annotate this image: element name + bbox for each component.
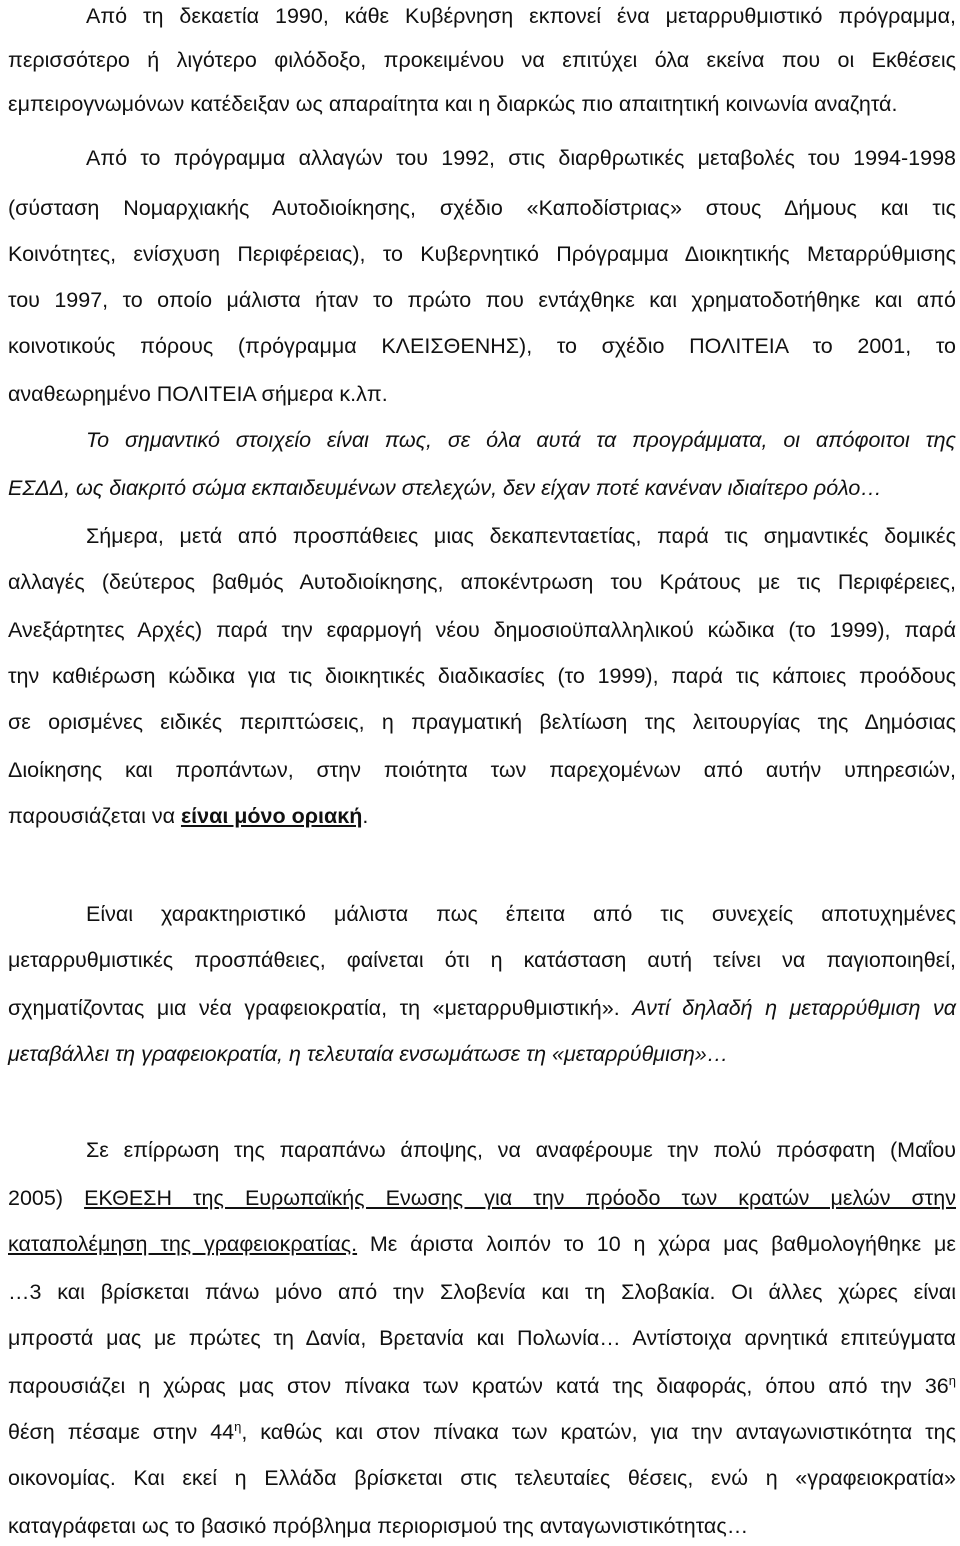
ordinal-sup-44: η bbox=[234, 1418, 242, 1434]
p2-line-1: Από το πρόγραμμα αλλαγών του 1992, στις διαρθρωτικές μεταβολές του 1994-1998 bbox=[86, 146, 956, 170]
p3-line-2: ΕΣΔΔ, ως διακριτό σώμα εκπαιδευμένων στελεχών, δεν είχαν ποτέ κανέναν ιδιαίτερο ρόλο… bbox=[8, 476, 882, 500]
eu-report-link[interactable]: ΕΚΘΕΣΗ της Ευρωπαϊκής Ενωσης για την πρόοδο των κρατών μελών στην bbox=[84, 1186, 956, 1210]
p5-line-4: μεταβάλλει τη γραφειοκρατία, η τελευταία ενσωμάτωσε τη «μεταρρύθμιση»… bbox=[8, 1042, 729, 1066]
p5-l3-plain: σχηματίζοντας μια νέα γραφειοκρατία, τη «μεταρρυθμιστική». bbox=[8, 996, 633, 1020]
p6-l3-plain: Με άριστα λοιπόν το 10 η χώρα μας βαθμολογήθηκε με bbox=[357, 1232, 956, 1256]
p4-last-prefix: παρουσιάζεται να bbox=[8, 804, 181, 828]
p2-line-4: του 1997, το οποίο μάλιστα ήταν το πρώτο που εντάχθηκε και χρηματοδοτήθηκε και από bbox=[8, 288, 956, 312]
p1-line-2: περισσότερο ή λιγότερο φιλόδοξο, προκειμένου να επιτύχει όλα εκείνα που οι Εκθέσεις bbox=[8, 48, 956, 72]
emphasis-only-marginal: είναι μόνο οριακή bbox=[180, 804, 363, 828]
p6-line-2 bbox=[8, 1182, 956, 1214]
p6-l6-text: παρουσιάζει η χώρας μας στον πίνακα των κρατών κατά της διαφοράς, όπου από την 36 bbox=[8, 1374, 949, 1398]
p6-l2-plain: 2005) bbox=[8, 1186, 85, 1210]
p3-line-1: Το σημαντικό στοιχείο είναι πως, σε όλα αυτά τα προγράμματα, οι απόφοιτοι της bbox=[86, 428, 956, 452]
p4-line-4: την καθιέρωση κώδικα για τις διοικητικές διαδικασίες (το 1999), παρά τις κάποιες προόδους bbox=[8, 664, 956, 688]
p6-line-4: …3 και βρίσκεται πάνω μόνο από την Σλοβενία και τη Σλοβακία. Οι άλλες χώρες είναι bbox=[8, 1280, 956, 1304]
p4-line-7 bbox=[8, 800, 956, 832]
p4-line-1: Σήμερα, μετά από προσπάθειες μιας δεκαπενταετίας, παρά τις σημαντικές δομικές bbox=[86, 524, 956, 548]
p5-line-3 bbox=[8, 992, 956, 1024]
p2-line-2: (σύσταση Νομαρχιακής Αυτοδιοίκησης, σχέδιο «Καποδίστριας» στους Δήμους και τις bbox=[8, 196, 956, 220]
p6-line-9: καταγράφεται ως το βασικό πρόβλημα περιορισμού της ανταγωνιστικότητας… bbox=[8, 1514, 749, 1538]
p6-line-5: μπροστά μας με πρώτες τη Δανία, Βρετανία και Πολωνία… Αντίστοιχα αρνητικά επιτεύγματα bbox=[8, 1326, 956, 1350]
p5-line-1: Είναι χαρακτηριστικό μάλιστα πως έπειτα από τις συνεχείς αποτυχημένες bbox=[86, 902, 956, 926]
p1-line-3: εμπειρογνωμόνων κατέδειξαν ως απαραίτητα και η διαρκώς πιο απαιτητική κοινωνία αναζητά. bbox=[8, 92, 898, 116]
p2-line-5: κοινοτικούς πόρους (πρόγραμμα ΚΛΕΙΣΘΕΝΗΣ), το σχέδιο ΠΟΛΙΤΕΙΑ το 2001, το bbox=[8, 334, 956, 358]
p6-line-7 bbox=[8, 1416, 956, 1448]
p5-line-2: μεταρρυθμιστικές προσπάθειες, φαίνεται ότι η κατάσταση αυτή τείνει να παγιοποιηθεί, bbox=[8, 948, 956, 972]
p2-line-6: αναθεωρημένο ΠΟΛΙΤΕΙΑ σήμερα κ.λπ. bbox=[8, 382, 388, 406]
p4-line-3: Ανεξάρτητες Αρχές) παρά την εφαρμογή νέου δημοσιοϋπαλληλικού κώδικα (το 1999), παρά bbox=[8, 618, 956, 642]
eu-report-link-cont[interactable]: καταπολέμηση της γραφειοκρατίας. bbox=[8, 1232, 358, 1256]
p4-line-2: αλλαγές (δεύτερος βαθμός Αυτοδιοίκησης, αποκέντρωση του Κράτους με τις Περιφέρειες, bbox=[8, 570, 956, 594]
p4-last-suffix: . bbox=[362, 804, 369, 828]
p1-line-1: Από τη δεκαετία 1990, κάθε Κυβέρνηση εκπονεί ένα μεταρρυθμιστικό πρόγραμμα, bbox=[86, 4, 956, 28]
p4-line-5: σε ορισμένες ειδικές περιπτώσεις, η πραγματική βελτίωση της λειτουργίας της Δημόσιας bbox=[8, 710, 956, 734]
p6-l7-a: θέση πέσαμε στην 44 bbox=[8, 1420, 235, 1444]
p2-line-3: Κοινότητες, ενίσχυση Περιφέρειας), το Κυβερνητικό Πρόγραμμα Διοικητικής Μεταρρύθμισης bbox=[8, 242, 956, 266]
p6-l7-b: , καθώς και στον πίνακα των κρατών, για την ανταγωνιστικότητα της bbox=[241, 1420, 956, 1444]
p6-line-3 bbox=[8, 1228, 956, 1260]
p6-line-1: Σε επίρρωση της παραπάνω άποψης, να αναφέρουμε την πολύ πρόσφατη (Μαΐου bbox=[86, 1138, 956, 1162]
p5-l3-italic: Αντί δηλαδή η μεταρρύθμιση να bbox=[632, 996, 956, 1020]
p4-line-6: Διοίκησης και προπάντων, στην ποιότητα των παρεχομένων από αυτήν υπηρεσιών, bbox=[8, 758, 956, 782]
p6-line-6 bbox=[8, 1370, 956, 1402]
p6-line-8: οικονομίας. Και εκεί η Ελλάδα βρίσκεται στις τελευταίες θέσεις, ενώ η «γραφειοκρατία» bbox=[8, 1466, 956, 1490]
ordinal-sup-36: η bbox=[948, 1372, 956, 1388]
